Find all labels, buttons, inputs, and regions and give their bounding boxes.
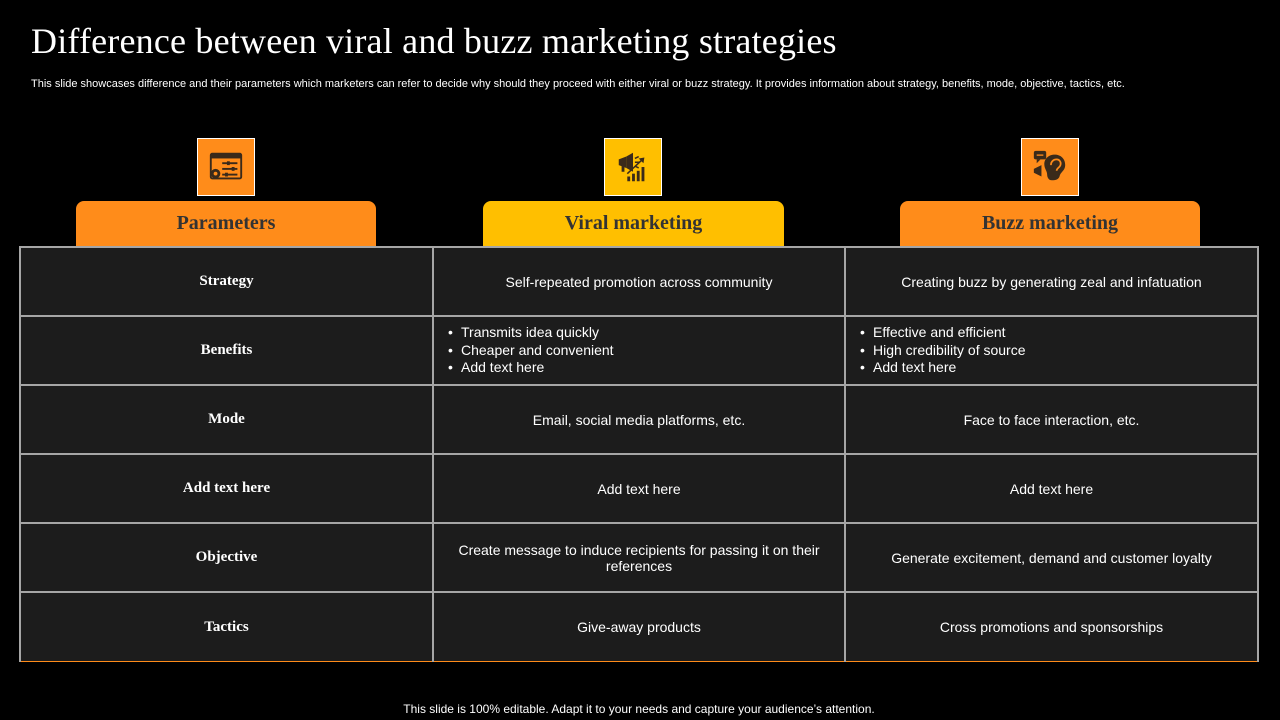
viral-mode: Email, social media platforms, etc.	[433, 385, 845, 454]
buzz-tactics: Cross promotions and sponsorships	[845, 592, 1258, 661]
tab-viral-marketing: Viral marketing	[483, 201, 784, 246]
viral-benefits-list	[448, 324, 830, 377]
buzz-placeholder: Add text here	[845, 454, 1258, 523]
table-row	[20, 385, 1258, 454]
table-row	[20, 592, 1258, 661]
viral-tactics: Give-away products	[433, 592, 845, 661]
slide-title: Difference between viral and buzz marketing strategies	[31, 21, 837, 61]
table-row	[20, 454, 1258, 523]
comparison-table	[19, 246, 1259, 662]
viral-strategy: Self-repeated promotion across community	[433, 247, 845, 316]
param-strategy: Strategy	[20, 247, 433, 316]
buzz-strategy: Creating buzz by generating zeal and infatuation	[845, 247, 1258, 316]
table-row	[20, 247, 1258, 316]
tab-buzz-marketing: Buzz marketing	[900, 201, 1200, 246]
param-placeholder: Add text here	[20, 454, 433, 523]
viral-placeholder: Add text here	[433, 454, 845, 523]
table-row	[20, 523, 1258, 592]
viral-benefits	[433, 316, 845, 385]
param-objective: Objective	[20, 523, 433, 592]
list-item: • Add text here	[860, 359, 1243, 377]
slide-footer: This slide is 100% editable. Adapt it to your needs and capture your audience’s attention.	[403, 702, 875, 716]
ear-speech-bubble-icon	[1021, 138, 1079, 196]
list-item: • Add text here	[448, 359, 830, 377]
param-mode: Mode	[20, 385, 433, 454]
buzz-mode: Face to face interaction, etc.	[845, 385, 1258, 454]
buzz-benefits-list	[860, 324, 1243, 377]
buzz-benefits	[845, 316, 1258, 385]
param-tactics: Tactics	[20, 592, 433, 661]
slide-subtitle: This slide showcases difference and their parameters which marketers can refer to decide why should they proceed with either viral or buzz strategy. It provides information about strategy, benefits, mode, objective, tactics, etc.	[31, 78, 1125, 90]
dashboard-settings-icon	[197, 138, 255, 196]
viral-objective: Create message to induce recipients for passing it on their references	[433, 523, 845, 592]
tab-parameters: Parameters	[76, 201, 376, 246]
param-benefits: Benefits	[20, 316, 433, 385]
megaphone-growth-icon	[604, 138, 662, 196]
buzz-objective: Generate excitement, demand and customer loyalty	[845, 523, 1258, 592]
list-item: • Cheaper and convenient	[448, 342, 830, 360]
table-row	[20, 316, 1258, 385]
list-item: • Transmits idea quickly	[448, 324, 830, 342]
list-item: • Effective and efficient	[860, 324, 1243, 342]
list-item: • High credibility of source	[860, 342, 1243, 360]
